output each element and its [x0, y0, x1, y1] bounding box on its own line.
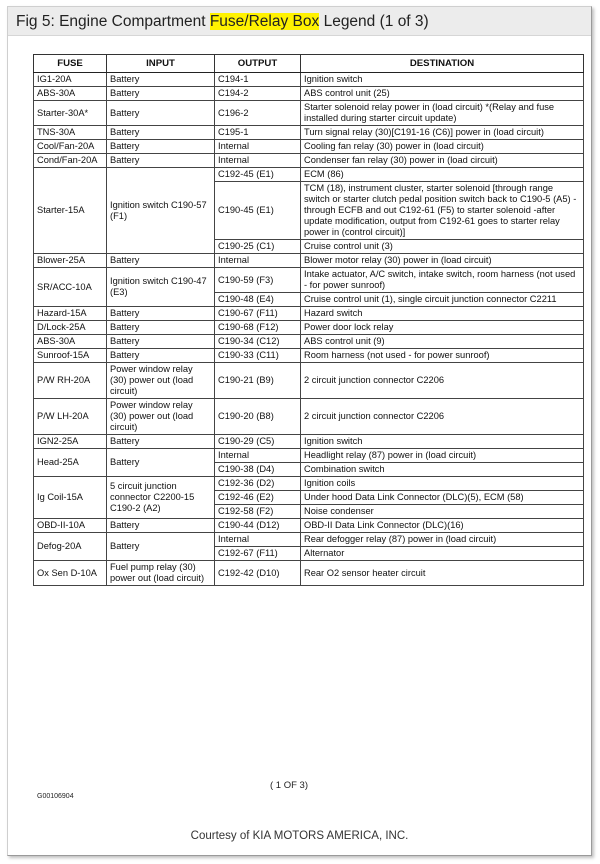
title-suffix: Legend (1 of 3): [319, 13, 429, 30]
fuse-cell: ABS-30A: [34, 335, 107, 349]
output-cell: C190-33 (C11): [215, 349, 301, 363]
figure-title: [8, 7, 591, 36]
destination-cell: Intake actuator, A/C switch, intake switch, room harness (not used - for power sunroof): [301, 268, 584, 293]
output-cell: C190-45 (E1): [215, 182, 301, 240]
fuse-cell: Hazard-15A: [34, 307, 107, 321]
table-row: [34, 126, 584, 140]
input-cell: 5 circuit junction connector C2200-15 C190-2 (A2): [107, 477, 215, 519]
destination-cell: Ignition switch: [301, 435, 584, 449]
fuse-cell: ABS-30A: [34, 87, 107, 101]
table-row: [34, 561, 584, 586]
courtesy-line: Courtesy of KIA MOTORS AMERICA, INC.: [190, 830, 409, 842]
fuse-cell: IG1-20A: [34, 73, 107, 87]
input-cell: Battery: [107, 307, 215, 321]
input-cell: Battery: [107, 140, 215, 154]
fuse-legend-table: [33, 54, 584, 586]
output-cell: C190-25 (C1): [215, 240, 301, 254]
destination-cell: Ignition switch: [301, 73, 584, 87]
input-cell: Battery: [107, 254, 215, 268]
fuse-cell: Ox Sen D-10A: [34, 561, 107, 586]
output-cell: C192-46 (E2): [215, 491, 301, 505]
output-cell: C190-67 (F11): [215, 307, 301, 321]
title-highlight: Fuse/Relay Box: [209, 13, 320, 30]
destination-cell: Cruise control unit (1), single circuit junction connector C2211: [301, 293, 584, 307]
destination-cell: ECM (86): [301, 168, 584, 182]
output-cell: C190-38 (D4): [215, 463, 301, 477]
destination-cell: Starter solenoid relay power in (load circuit) *(Relay and fuse installed during starter circuit update): [301, 101, 584, 126]
output-cell: C190-44 (D12): [215, 519, 301, 533]
destination-cell: Under hood Data Link Connector (DLC)(5), ECM (58): [301, 491, 584, 505]
destination-cell: Headlight relay (87) power in (load circuit): [301, 449, 584, 463]
fuse-cell: P/W RH-20A: [34, 363, 107, 399]
table-row: [34, 435, 584, 449]
table-row: [34, 154, 584, 168]
fuse-cell: Starter-30A*: [34, 101, 107, 126]
column-header-output: OUTPUT: [215, 55, 301, 73]
output-cell: C190-29 (C5): [215, 435, 301, 449]
table-row: [34, 477, 584, 491]
fuse-cell: IGN2-25A: [34, 435, 107, 449]
destination-cell: ABS control unit (9): [301, 335, 584, 349]
output-cell: Internal: [215, 449, 301, 463]
table-row: [34, 307, 584, 321]
table-row: [34, 140, 584, 154]
output-cell: C190-20 (B8): [215, 399, 301, 435]
input-cell: Fuel pump relay (30) power out (load circuit): [107, 561, 215, 586]
destination-cell: 2 circuit junction connector C2206: [301, 399, 584, 435]
output-cell: C190-59 (F3): [215, 268, 301, 293]
figure-frame: [7, 6, 592, 856]
table-body: [34, 73, 584, 586]
fuse-cell: Head-25A: [34, 449, 107, 477]
input-cell: Battery: [107, 349, 215, 363]
destination-cell: Power door lock relay: [301, 321, 584, 335]
destination-cell: Rear O2 sensor heater circuit: [301, 561, 584, 586]
destination-cell: TCM (18), instrument cluster, starter solenoid [through range switch or starter clutch pedal position switch back to C190-5 (A5) - through ECFB and out C192-61 (F5) to starter solenoid -after update modification, output from C192-61 goes to starter relay power in (control circuit)]: [301, 182, 584, 240]
output-cell: C190-21 (B9): [215, 363, 301, 399]
destination-cell: Cooling fan relay (30) power in (load circuit): [301, 140, 584, 154]
output-cell: C192-36 (D2): [215, 477, 301, 491]
table-row: [34, 254, 584, 268]
input-cell: Battery: [107, 449, 215, 477]
column-header-input: INPUT: [107, 55, 215, 73]
output-cell: Internal: [215, 254, 301, 268]
destination-cell: 2 circuit junction connector C2206: [301, 363, 584, 399]
destination-cell: Room harness (not used - for power sunroof): [301, 349, 584, 363]
output-cell: C190-48 (E4): [215, 293, 301, 307]
output-cell: C192-45 (E1): [215, 168, 301, 182]
fuse-cell: OBD-II-10A: [34, 519, 107, 533]
destination-cell: OBD-II Data Link Connector (DLC)(16): [301, 519, 584, 533]
input-cell: Battery: [107, 435, 215, 449]
input-cell: Battery: [107, 154, 215, 168]
input-cell: Battery: [107, 73, 215, 87]
input-cell: Battery: [107, 126, 215, 140]
destination-cell: Turn signal relay (30)[C191-16 (C6)] power in (load circuit): [301, 126, 584, 140]
destination-cell: Alternator: [301, 547, 584, 561]
output-cell: C194-2: [215, 87, 301, 101]
output-cell: C192-58 (F2): [215, 505, 301, 519]
output-cell: C196-2: [215, 101, 301, 126]
fuse-cell: Ig Coil-15A: [34, 477, 107, 519]
table-row: [34, 399, 584, 435]
fuse-cell: Sunroof-15A: [34, 349, 107, 363]
table-row: [34, 449, 584, 463]
destination-cell: Noise condenser: [301, 505, 584, 519]
input-cell: Power window relay (30) power out (load circuit): [107, 363, 215, 399]
destination-cell: Hazard switch: [301, 307, 584, 321]
input-cell: Battery: [107, 321, 215, 335]
fuse-cell: Cool/Fan-20A: [34, 140, 107, 154]
table-row: [34, 335, 584, 349]
input-cell: Battery: [107, 87, 215, 101]
table-row: [34, 533, 584, 547]
column-header-destination: DESTINATION: [301, 55, 584, 73]
destination-cell: Rear defogger relay (87) power in (load circuit): [301, 533, 584, 547]
title-prefix: Fig 5: Engine Compartment: [16, 13, 210, 30]
page-indicator: ( 1 OF 3): [270, 780, 309, 791]
output-cell: C192-42 (D10): [215, 561, 301, 586]
input-cell: Battery: [107, 533, 215, 561]
table-row: [34, 349, 584, 363]
input-cell: Battery: [107, 519, 215, 533]
input-cell: Ignition switch C190-47 (E3): [107, 268, 215, 307]
output-cell: Internal: [215, 533, 301, 547]
fuse-cell: TNS-30A: [34, 126, 107, 140]
table-row: [34, 101, 584, 126]
destination-cell: Ignition coils: [301, 477, 584, 491]
input-cell: Ignition switch C190-57 (F1): [107, 168, 215, 254]
output-cell: C195-1: [215, 126, 301, 140]
output-cell: Internal: [215, 140, 301, 154]
input-cell: Battery: [107, 101, 215, 126]
document-code: G00106904: [37, 793, 74, 800]
fuse-cell: D/Lock-25A: [34, 321, 107, 335]
destination-cell: Combination switch: [301, 463, 584, 477]
table-row: [34, 321, 584, 335]
input-cell: Battery: [107, 335, 215, 349]
table-header-row: [34, 55, 584, 73]
table-row: [34, 168, 584, 182]
fuse-cell: SR/ACC-10A: [34, 268, 107, 307]
table-row: [34, 73, 584, 87]
output-cell: C190-34 (C12): [215, 335, 301, 349]
fuse-cell: Blower-25A: [34, 254, 107, 268]
output-cell: C194-1: [215, 73, 301, 87]
input-cell: Power window relay (30) power out (load circuit): [107, 399, 215, 435]
destination-cell: Condenser fan relay (30) power in (load circuit): [301, 154, 584, 168]
destination-cell: ABS control unit (25): [301, 87, 584, 101]
fuse-cell: P/W LH-20A: [34, 399, 107, 435]
table-row: [34, 363, 584, 399]
table-row: [34, 519, 584, 533]
column-header-fuse: FUSE: [34, 55, 107, 73]
fuse-cell: Cond/Fan-20A: [34, 154, 107, 168]
output-cell: C192-67 (F11): [215, 547, 301, 561]
output-cell: Internal: [215, 154, 301, 168]
fuse-cell: Defog-20A: [34, 533, 107, 561]
destination-cell: Blower motor relay (30) power in (load circuit): [301, 254, 584, 268]
table-row: [34, 87, 584, 101]
output-cell: C190-68 (F12): [215, 321, 301, 335]
table-row: [34, 268, 584, 293]
fuse-cell: Starter-15A: [34, 168, 107, 254]
destination-cell: Cruise control unit (3): [301, 240, 584, 254]
